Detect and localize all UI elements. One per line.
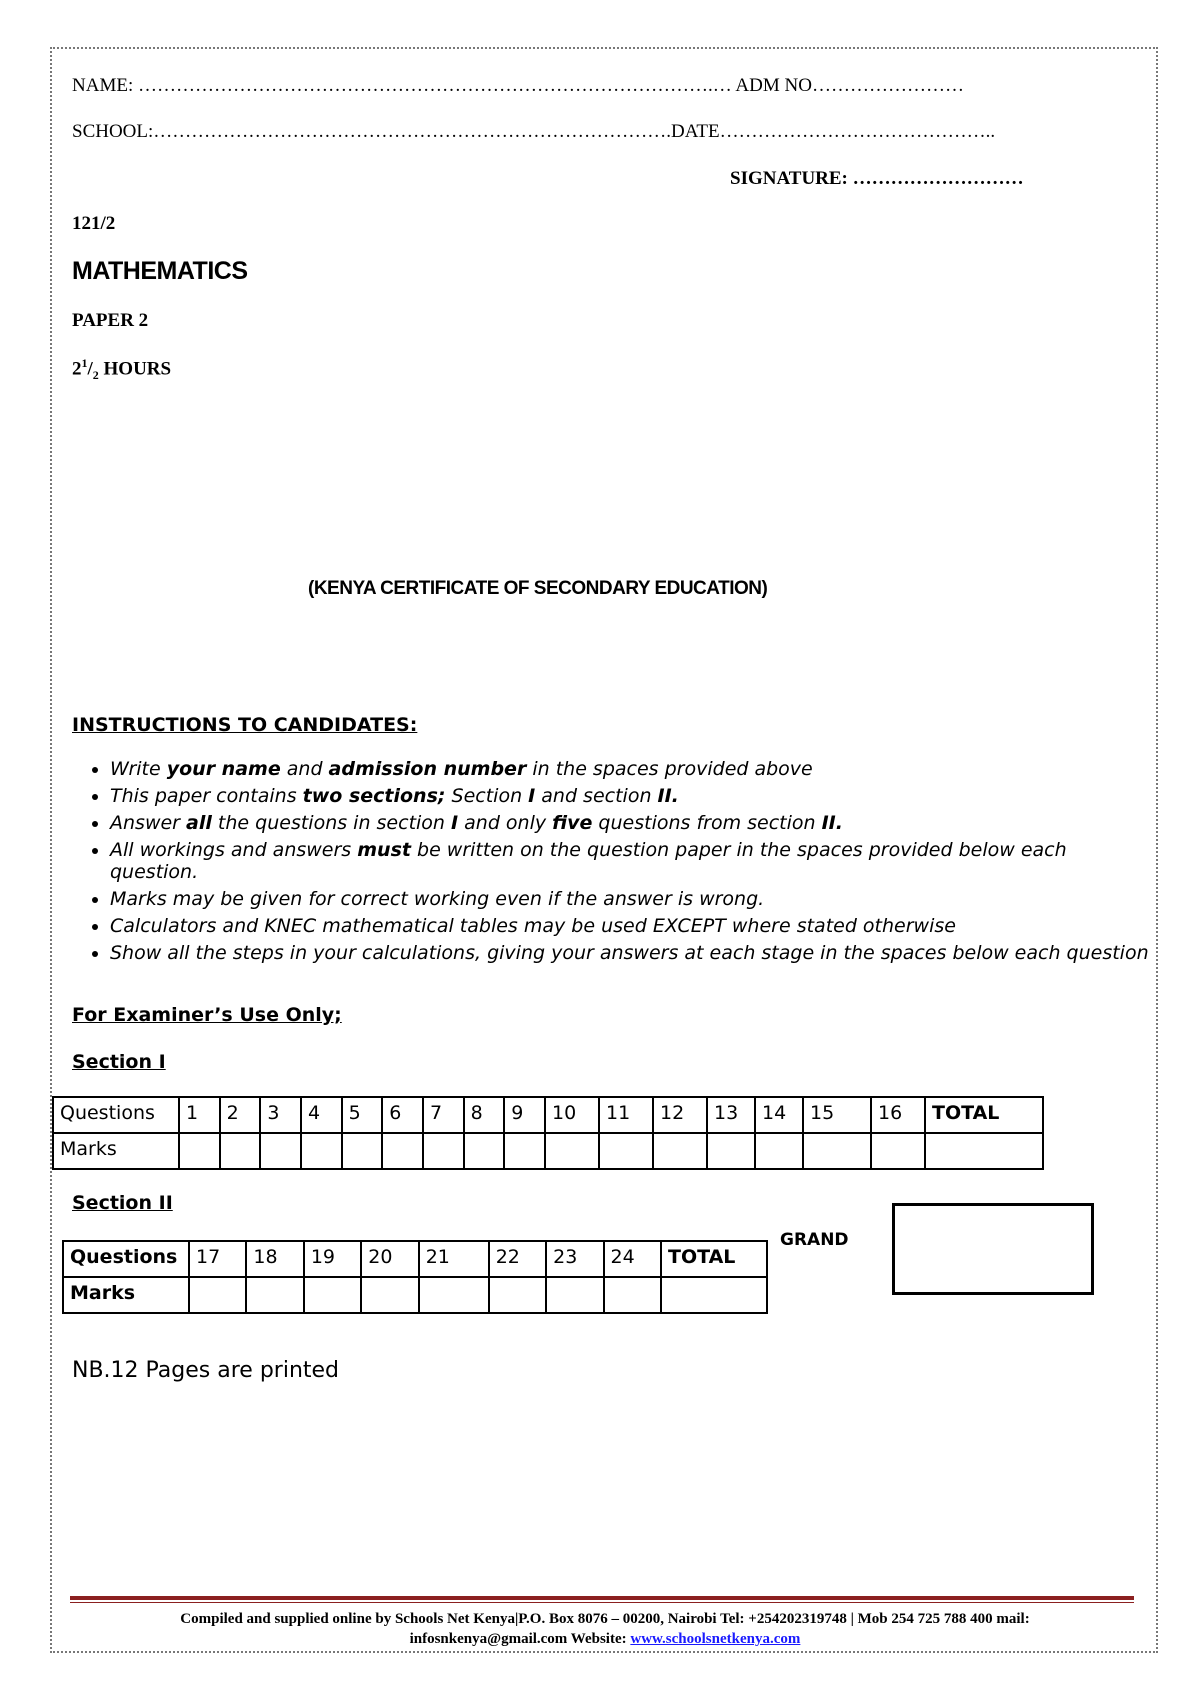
instruction-item: • Answer all the questions in section I and only five questions from section II. <box>110 812 1160 834</box>
mark-cell[interactable] <box>419 1277 489 1313</box>
question-number: 23 <box>546 1241 603 1277</box>
footer-divider <box>70 1596 1134 1600</box>
name-adm-line: NAME: ……………………………………………………………………………….… ADM NO…………………… <box>72 75 964 96</box>
mark-cell[interactable] <box>707 1133 755 1169</box>
section2-marks-row <box>63 1277 767 1313</box>
pages-note: NB.12 Pages are printed <box>72 1358 340 1383</box>
section2-label: Section II <box>72 1192 173 1214</box>
total-cell[interactable] <box>661 1277 767 1313</box>
exam-title: (KENYA CERTIFICATE OF SECONDARY EDUCATION) <box>308 578 768 599</box>
footer-divider-thin <box>70 1602 1134 1603</box>
instruction-item: • Show all the steps in your calculations, giving your answers at each stage in the spaces below each question <box>110 942 1160 964</box>
duration: $2^1/_2$ HOURS <box>72 356 172 383</box>
row-label: Marks <box>53 1133 179 1169</box>
mark-cell[interactable] <box>803 1133 871 1169</box>
mark-cell[interactable] <box>342 1133 383 1169</box>
mark-cell[interactable] <box>755 1133 803 1169</box>
instruction-item: • Marks may be given for correct working even if the answer is wrong. <box>110 888 1160 910</box>
question-number: 21 <box>419 1241 489 1277</box>
row-label: Marks <box>63 1277 189 1313</box>
question-number: 4 <box>301 1097 342 1133</box>
total-cell[interactable] <box>925 1133 1043 1169</box>
row-label: Questions <box>53 1097 179 1133</box>
question-number: 17 <box>189 1241 246 1277</box>
mark-cell[interactable] <box>599 1133 653 1169</box>
mark-cell[interactable] <box>546 1277 603 1313</box>
question-number: 20 <box>361 1241 418 1277</box>
question-number: 11 <box>599 1097 653 1133</box>
footer-line-1: Compiled and supplied online by Schools Net Kenya|P.O. Box 8076 – 00200, Nairobi Tel: +254202319748 | Mob 254 725 788 400 mail: <box>180 1611 1030 1627</box>
mark-cell[interactable] <box>179 1133 220 1169</box>
mark-cell[interactable] <box>301 1133 342 1169</box>
mark-cell[interactable] <box>653 1133 707 1169</box>
mark-cell[interactable] <box>504 1133 545 1169</box>
section2-questions-row <box>63 1241 767 1277</box>
mark-cell[interactable] <box>489 1277 546 1313</box>
instructions-list <box>72 758 1160 969</box>
mark-cell[interactable] <box>871 1133 925 1169</box>
grand-total-box[interactable] <box>892 1203 1094 1295</box>
section1-questions-row <box>53 1097 1043 1133</box>
signature-line: SIGNATURE: ……………………… <box>730 168 1024 189</box>
question-number: 22 <box>489 1241 546 1277</box>
question-number: 1 <box>179 1097 220 1133</box>
question-number: 2 <box>220 1097 261 1133</box>
section2-table <box>62 1240 768 1314</box>
subject-title: MATHEMATICS <box>72 257 248 285</box>
school-date-line: SCHOOL:……………………………………………………………………….DATE…………………………………….. <box>72 121 996 142</box>
grand-label: GRAND <box>780 1230 849 1250</box>
question-number: 12 <box>653 1097 707 1133</box>
question-number: 5 <box>342 1097 383 1133</box>
mark-cell[interactable] <box>220 1133 261 1169</box>
section1-table <box>52 1096 1044 1170</box>
question-number: 13 <box>707 1097 755 1133</box>
mark-cell[interactable] <box>604 1277 661 1313</box>
mark-cell[interactable] <box>260 1133 301 1169</box>
total-header: TOTAL <box>661 1241 767 1277</box>
row-label: Questions <box>63 1241 189 1277</box>
question-number: 9 <box>504 1097 545 1133</box>
paper-number: PAPER 2 <box>72 310 149 331</box>
paper-code: 121/2 <box>72 213 116 234</box>
section1-label: Section I <box>72 1051 166 1073</box>
instruction-item: • All workings and answers must be written on the question paper in the spaces provided below each question. <box>110 839 1160 883</box>
footer <box>60 1609 1150 1649</box>
mark-cell[interactable] <box>545 1133 599 1169</box>
mark-cell[interactable] <box>361 1277 418 1313</box>
total-header: TOTAL <box>925 1097 1043 1133</box>
mark-cell[interactable] <box>304 1277 361 1313</box>
question-number: 6 <box>382 1097 423 1133</box>
question-number: 24 <box>604 1241 661 1277</box>
examiner-heading: For Examiner’s Use Only; <box>72 1004 342 1026</box>
mark-cell[interactable] <box>246 1277 303 1313</box>
instruction-item: • Calculators and KNEC mathematical tables may be used EXCEPT where stated otherwise <box>110 915 1160 937</box>
question-number: 14 <box>755 1097 803 1133</box>
question-number: 16 <box>871 1097 925 1133</box>
instruction-item: • This paper contains two sections; Section I and section II. <box>110 785 1160 807</box>
question-number: 7 <box>423 1097 464 1133</box>
instruction-item: • Write your name and admission number in the spaces provided above <box>110 758 1160 780</box>
website-link[interactable]: www.schoolsnetkenya.com <box>630 1631 801 1647</box>
question-number: 18 <box>246 1241 303 1277</box>
mark-cell[interactable] <box>382 1133 423 1169</box>
mark-cell[interactable] <box>189 1277 246 1313</box>
question-number: 19 <box>304 1241 361 1277</box>
question-number: 10 <box>545 1097 599 1133</box>
mark-cell[interactable] <box>464 1133 505 1169</box>
question-number: 8 <box>464 1097 505 1133</box>
question-number: 15 <box>803 1097 871 1133</box>
mark-cell[interactable] <box>423 1133 464 1169</box>
footer-line-2: infosnkenya@gmail.com Website: www.schoolsnetkenya.com <box>409 1631 801 1647</box>
instructions-heading: INSTRUCTIONS TO CANDIDATES: <box>72 714 418 736</box>
section1-marks-row <box>53 1133 1043 1169</box>
question-number: 3 <box>260 1097 301 1133</box>
